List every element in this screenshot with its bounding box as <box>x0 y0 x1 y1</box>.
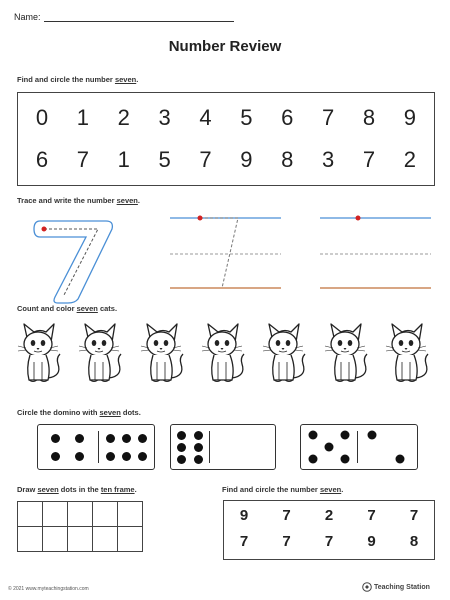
number-item[interactable]: 6 <box>281 105 294 130</box>
cat-illustration[interactable] <box>259 318 311 390</box>
name-row <box>14 12 234 22</box>
domino-dot <box>75 452 84 461</box>
number-item[interactable]: 8 <box>409 533 419 550</box>
domino-2[interactable] <box>170 424 276 470</box>
number-item[interactable]: 9 <box>403 105 416 130</box>
number-row-3 <box>234 507 424 524</box>
domino-dot <box>177 443 186 452</box>
section3-instructions: Count and color seven cats. <box>17 304 118 313</box>
cat-illustration[interactable] <box>321 318 373 390</box>
number-item[interactable]: 7 <box>367 507 376 524</box>
domino-dot <box>75 434 84 443</box>
section1-instructions: Find and circle the number seven. <box>17 75 139 84</box>
number-item[interactable]: 2 <box>117 105 130 130</box>
domino-dot <box>194 443 203 452</box>
brand-icon <box>362 582 372 592</box>
number-item[interactable]: 1 <box>76 105 89 130</box>
number-item[interactable]: 2 <box>324 507 334 524</box>
copyright-text: © 2021 www.myteachingstation.com <box>8 586 89 592</box>
number-item[interactable]: 3 <box>322 147 335 172</box>
cat-illustration[interactable] <box>137 318 189 390</box>
domino-dot <box>194 455 203 464</box>
start-dot <box>42 227 47 232</box>
ten-frame[interactable] <box>17 501 143 552</box>
number-item[interactable]: 7 <box>76 147 89 172</box>
number-item[interactable]: 7 <box>362 147 376 172</box>
number-item[interactable]: 5 <box>158 147 171 172</box>
cat-illustration[interactable] <box>75 318 127 390</box>
number-item[interactable]: 3 <box>158 105 171 130</box>
domino-3-right-dots <box>358 425 414 469</box>
domino-dot <box>138 434 147 443</box>
trace-start-dot <box>198 216 203 221</box>
number-item[interactable]: 2 <box>403 147 416 172</box>
cat-illustration[interactable] <box>198 318 250 390</box>
name-field[interactable] <box>44 13 234 22</box>
domino-3[interactable] <box>300 424 418 470</box>
cats-row <box>14 318 434 390</box>
section5-instructions: Draw seven dots in the ten frame. <box>17 485 137 494</box>
number-item[interactable]: 7 <box>199 147 212 172</box>
trace-writing-lines[interactable] <box>168 212 283 292</box>
number-find-box <box>17 92 435 186</box>
number-item[interactable]: 8 <box>362 105 376 130</box>
number-item[interactable]: 7 <box>322 105 335 130</box>
seven-trace-path <box>44 229 98 295</box>
domino-dot <box>177 455 186 464</box>
domino-dot <box>122 452 131 461</box>
number-item[interactable]: 7 <box>282 507 291 524</box>
domino-3-left-dots <box>301 425 357 469</box>
section2-instructions: Trace and write the number seven. <box>17 196 140 205</box>
number-find-box-2 <box>223 500 435 560</box>
number-item[interactable]: 8 <box>281 147 294 172</box>
cat-illustration[interactable] <box>14 318 66 390</box>
dashed-seven <box>200 218 238 288</box>
number-item[interactable]: 1 <box>117 147 130 172</box>
number-item[interactable]: 9 <box>240 147 253 172</box>
brand-name: Teaching Station <box>374 583 430 591</box>
number-item[interactable]: 7 <box>409 507 419 524</box>
number-item[interactable]: 7 <box>239 533 249 550</box>
write-writing-lines[interactable] <box>318 212 433 292</box>
number-item[interactable]: 4 <box>199 105 212 130</box>
page-title: Number Review <box>168 38 282 55</box>
number-row-1 <box>30 105 422 131</box>
number-item[interactable]: 9 <box>367 533 376 550</box>
number-item[interactable]: 0 <box>35 105 49 130</box>
number-item[interactable]: 6 <box>35 147 49 172</box>
cat-illustration[interactable] <box>382 318 434 390</box>
number-row-4 <box>234 533 424 550</box>
section4-instructions: Circle the domino with seven dots. <box>17 408 141 417</box>
domino-1[interactable] <box>37 424 155 470</box>
write-start-dot <box>356 216 361 221</box>
big-seven-outline <box>28 213 118 305</box>
number-item[interactable]: 5 <box>240 105 253 130</box>
number-item[interactable]: 9 <box>239 507 249 524</box>
brand-logo <box>362 582 430 592</box>
domino-dot <box>177 431 186 440</box>
number-row-2 <box>30 147 422 173</box>
number-item[interactable]: 7 <box>282 533 291 550</box>
domino-dot <box>122 434 131 443</box>
domino-dot <box>138 452 147 461</box>
name-label: Name: <box>14 12 41 22</box>
domino-dot <box>106 452 115 461</box>
domino-dot <box>51 452 60 461</box>
section6-instructions: Find and circle the number seven. <box>222 485 344 494</box>
domino-dot <box>194 431 203 440</box>
seven-outline-shape <box>34 221 112 303</box>
domino-dot <box>51 434 60 443</box>
number-item[interactable]: 7 <box>324 533 334 550</box>
domino-dot <box>106 434 115 443</box>
